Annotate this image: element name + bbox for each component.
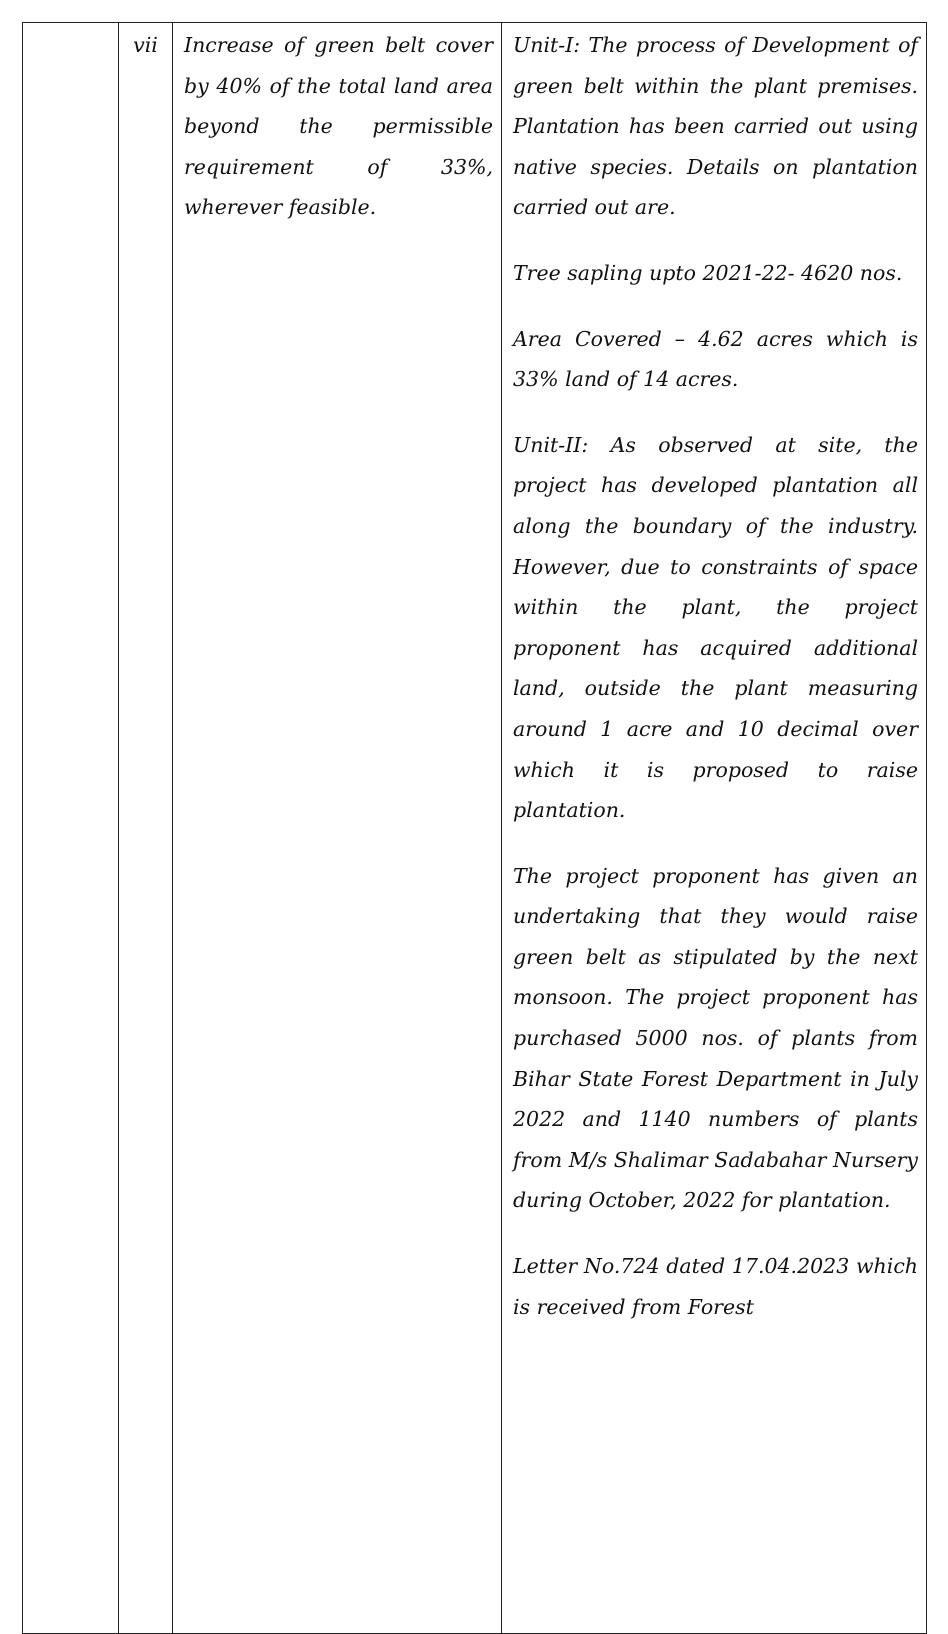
- blank-cell: [23, 23, 119, 1634]
- table-row: [23, 23, 927, 1634]
- condition-cell: [173, 23, 502, 1634]
- status-paragraph-unit2: Unit-II: As observed at site, the project has developed plantation all along the boundary of the industry. However, due to constraints of space within the plant, the project proponent has acquired additional land, outside the plant measuring around 1 acre and 10 decimal over which it is proposed to raise plantation.: [513, 432, 918, 823]
- compliance-status-cell: [502, 23, 927, 1634]
- serial-number: vii: [133, 33, 158, 57]
- status-paragraph-letter: Letter No.724 dated 17.04.2023 which is received from Forest: [513, 1254, 918, 1319]
- condition-text: Increase of green belt cover by 40% of the total land area beyond the permissible requirement of 33%, wherever feasible.: [184, 33, 493, 220]
- serial-cell: [119, 23, 173, 1634]
- compliance-table: [22, 22, 927, 1634]
- status-paragraph-unit1: Unit-I: The process of Development of green belt within the plant premises. Plantation has been carried out using native species. Details on plantation carried out are.: [513, 33, 918, 220]
- status-paragraph-area: Area Covered – 4.62 acres which is 33% land of 14 acres.: [513, 326, 918, 392]
- status-paragraph-undertaking: The project proponent has given an undertaking that they would raise green belt as stipulated by the next monsoon. The project proponent has purchased 5000 nos. of plants from Bihar State Forest Department in July 2022 and 1140 numbers of plants from M/s Shalimar Sadabahar Nursery during October, 2022 for plantation.: [513, 863, 918, 1213]
- status-paragraph-saplings: Tree sapling upto 2021-22- 4620 nos.: [513, 260, 903, 285]
